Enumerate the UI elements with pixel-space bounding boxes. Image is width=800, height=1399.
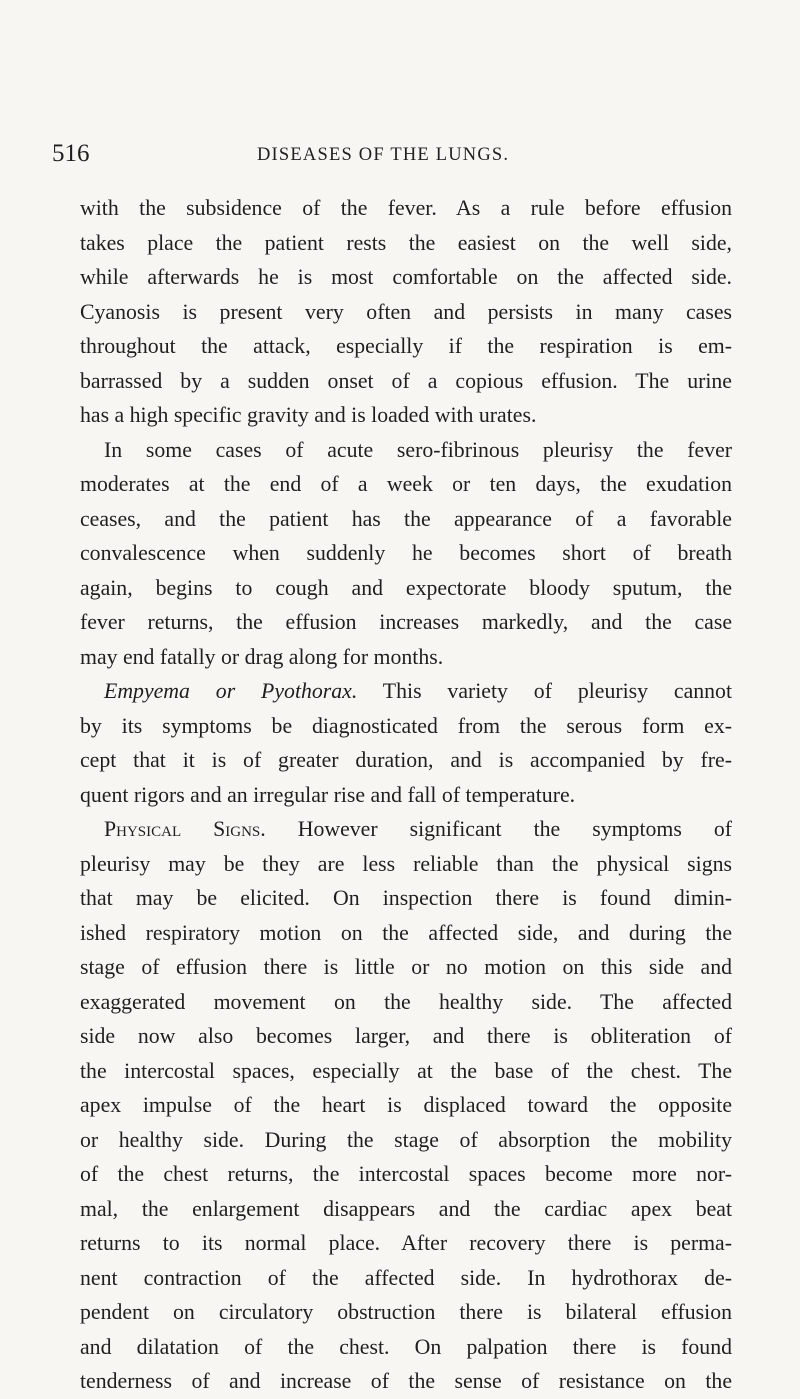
empyema-paragraph-first-line (80, 674, 732, 709)
running-head: DISEASES OF THE LUNGS. (257, 145, 510, 165)
text-line: has a high specific gravity and is loaded with urates. (80, 403, 537, 427)
text-line: that may be elicited. On inspection there is found dimin- (80, 886, 732, 910)
text-line: In some cases of acute sero-fibrinous pleurisy the fever (104, 437, 732, 462)
physical-signs-heading: Physical Signs. (104, 817, 266, 841)
text-line: again, begins to cough and expectorate bloody sputum, the (80, 575, 732, 600)
page-body (80, 191, 732, 1399)
text-line: and dilatation of the chest. On palpation there is found (80, 1334, 732, 1359)
text-line: ceases, and the patient has the appearance of a favorable (80, 506, 732, 531)
text-line: may end fatally or drag along for months. (80, 644, 444, 669)
text-line: barrassed by a sudden onset of a copious effusion. The urine (80, 368, 732, 393)
text-line: tenderness of and increase of the sense of resistance on the (80, 1369, 732, 1393)
page-number: 516 (52, 140, 90, 167)
text-line: quent rigors and an irregular rise and fall of temperature. (80, 782, 576, 807)
page-header (52, 140, 752, 180)
text-line: pleurisy may be they are less reliable than the physical signs (80, 851, 732, 876)
text-line: Cyanosis is present very often and persists in many cases (80, 299, 732, 324)
text-line: or healthy side. During the stage of absorption the mobility (80, 1127, 732, 1152)
text-line: while afterwards he is most comfortable on the affected side. (80, 265, 732, 289)
text-line: throughout the attack, especially if the respiration is em- (80, 334, 732, 358)
text-line: stage of effusion there is little or no motion on this side and (80, 955, 732, 979)
text-line: by its symptoms be diagnosticated from the serous form ex- (80, 713, 732, 738)
text-line: takes place the patient rests the easiest on the well side, (80, 230, 732, 255)
text-line: the intercostal spaces, especially at the base of the chest. The (80, 1058, 732, 1083)
text-line: convalescence when suddenly he becomes short of breath (80, 541, 732, 565)
text-line: cept that it is of greater duration, and is accompanied by fre- (80, 748, 732, 772)
text-line: nent contraction of the affected side. In hydrothorax de- (80, 1265, 732, 1290)
text-line: exaggerated movement on the healthy side. The affected (80, 989, 732, 1014)
text-line: ished respiratory motion on the affected side, and during the (80, 920, 732, 945)
text-line: with the subsidence of the fever. As a rule before effusion (80, 196, 732, 220)
text-line: returns to its normal place. After recovery there is perma- (80, 1231, 732, 1255)
physical-signs-paragraph-first-line (80, 812, 732, 847)
text-line: apex impulse of the heart is displaced toward the opposite (80, 1093, 732, 1117)
text-line: pendent on circulatory obstruction there is bilateral effusion (80, 1300, 732, 1324)
text-line: This variety of pleurisy cannot (382, 679, 733, 703)
text-line: fever returns, the effusion increases markedly, and the case (80, 610, 732, 634)
empyema-heading: Empyema or Pyothorax. (104, 679, 358, 703)
text-line: side now also becomes larger, and there is obliteration of (80, 1024, 732, 1048)
text-line: However significant the symptoms of (297, 817, 732, 841)
text-line: of the chest returns, the intercostal spaces become more nor- (80, 1162, 732, 1186)
text-line: moderates at the end of a week or ten days, the exudation (80, 472, 732, 496)
text-line: mal, the enlargement disappears and the cardiac apex beat (80, 1196, 732, 1221)
